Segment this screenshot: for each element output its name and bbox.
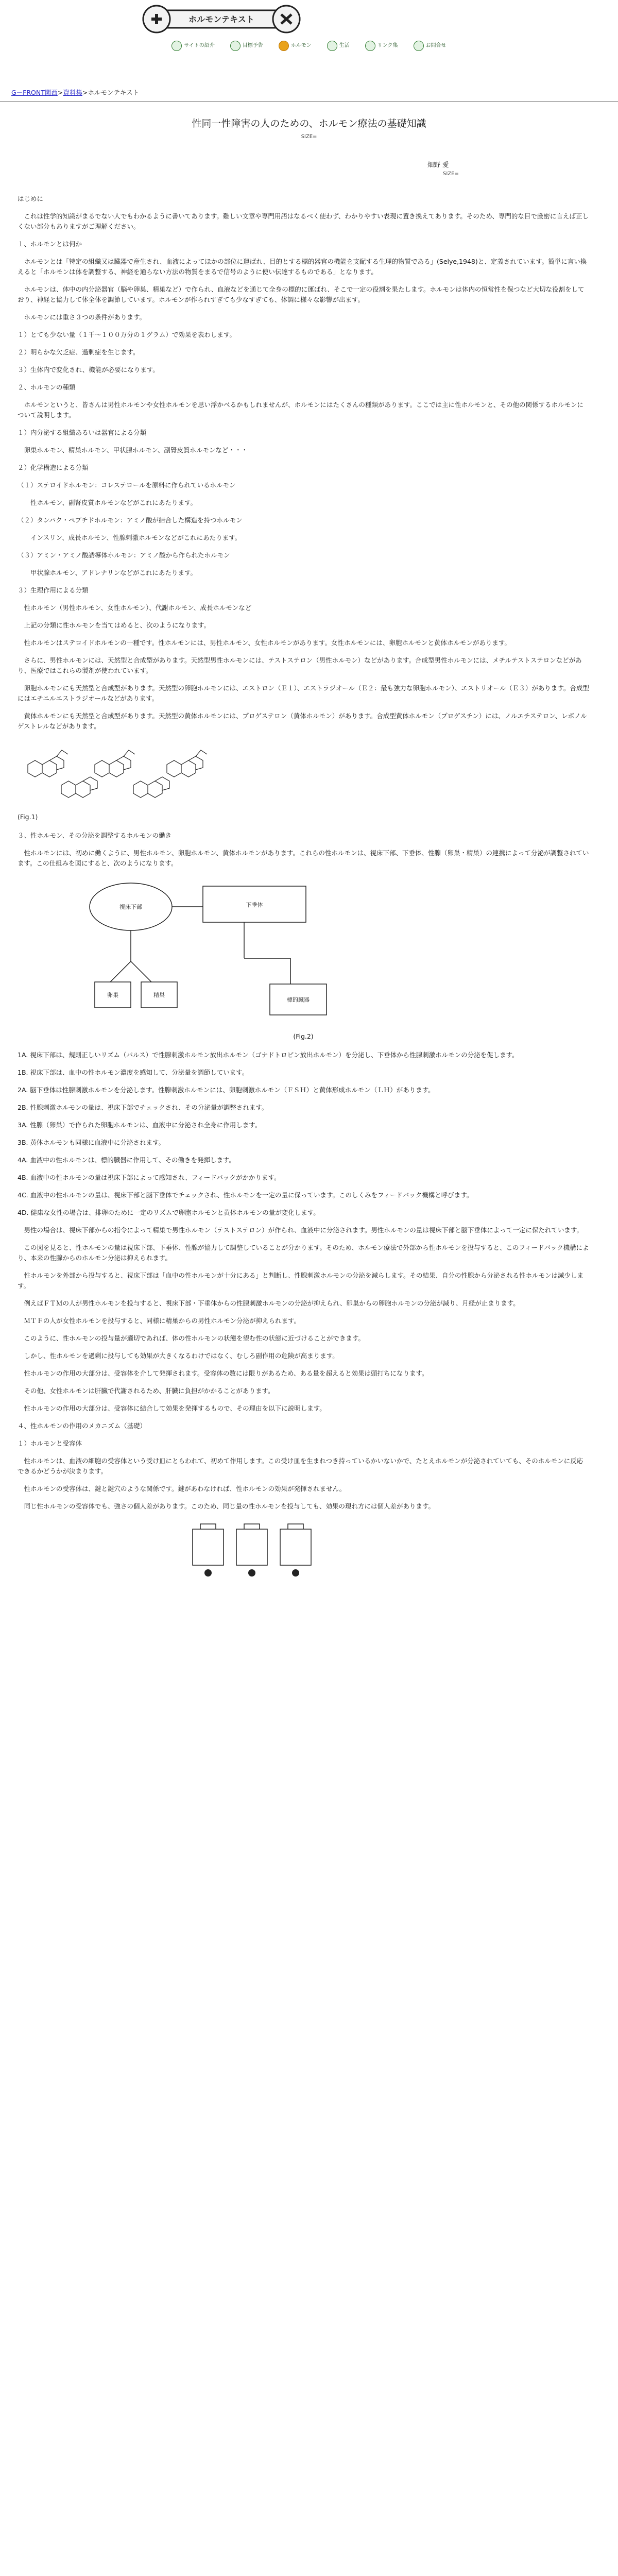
- figure-2-feedback-diagram: [74, 876, 589, 1028]
- diagram-label: 精巣: [153, 992, 165, 998]
- page-title: 性同一性障害の人のための、ホルモン療法の基礎知識: [192, 118, 426, 129]
- nav-item-about[interactable]: サイトの紹介: [171, 38, 214, 54]
- receptor-lock-key-svg: [187, 1519, 321, 1581]
- list-item: 性ホルモン、副腎皮質ホルモンなどがこれにあたります。: [18, 499, 197, 506]
- paragraph: 性ホルモンはステロイドホルモンの一種です。性ホルモンには、男性ホルモン、女性ホルモンがあります。女性ホルモンには、卵胞ホルモンと黄体ホルモンがあります。: [18, 639, 511, 647]
- paragraph: 卵胞ホルモンにも天然型と合成型があります。天然型の卵胞ホルモンには、エストロン（Ｅ１）、エストラジオール（Ｅ２：最も強力な卵胞ホルモン）、エストリオール（Ｅ３）があります。合成型にはエチニルエストラジオールなどがあります。: [18, 684, 589, 702]
- numbered-item: 1B. 視床下部は、血中の性ホルモン濃度を感知して、分泌量を調節しています。: [18, 1069, 249, 1076]
- subsection-heading: １）ホルモンと受容体: [18, 1439, 82, 1447]
- diagram-label: 卵巣: [107, 992, 118, 998]
- list-item: ３）生理作用による分類: [18, 586, 89, 594]
- paragraph: 男性の場合は、視床下部からの指令によって精巣で男性ホルモン（テストステロン）が作られ、血液中に分泌されます。男性ホルモンの量は視床下部と脳下垂体によって一定に保たれています。: [18, 1226, 583, 1234]
- hormone-feedback-svg: [74, 876, 342, 1025]
- paragraph: ホルモンには重さ３つの条件があります。: [18, 313, 146, 321]
- list-item: （２）タンパク・ペプチドホルモン：アミノ酸が結合した構造を持つホルモン: [18, 516, 243, 524]
- numbered-item: 4B. 血液中の性ホルモンの量は視床下部によって感知され、フィードバックがかかります。: [18, 1174, 281, 1181]
- paragraph: 性ホルモンの作用の大部分は、受容体に結合して効果を発揮するもので、その理由を以下に説明します。: [18, 1404, 326, 1412]
- paragraph: 上記の分類に性ホルモンを当てはめると、次のようになります。: [18, 621, 211, 629]
- title-size-text: SIZE=: [301, 134, 317, 140]
- nav-icon: [171, 41, 182, 51]
- numbered-item: 3A. 性腺（卵巣）で作られた卵胞ホルモンは、血液中に分泌され全身に作用します。: [18, 1121, 262, 1129]
- list-item: ２）明らかな欠乏症、過剰症を生じます。: [18, 348, 140, 356]
- author-size-text: SIZE=: [443, 171, 459, 177]
- list-item: ２）化学構造による分類: [18, 464, 89, 471]
- paragraph: 性ホルモンは、血液の細胞の受容体という受け皿にとらわれて、初めて作用します。この受け皿を生まれつき持っているかいないかで、たとえホルモンが分泌されていても、そのホルモンに反応できるかどうかが決まります。: [18, 1457, 583, 1475]
- diagram-label: 下垂体: [246, 902, 263, 908]
- paragraph: 性ホルモンの作用の大部分は、受容体を介して発揮されます。受容体の数には限りがあるため、ある量を超えると効果は頭打ちになります。: [18, 1369, 428, 1377]
- paragraph: ホルモンというと、皆さんは男性ホルモンや女性ホルモンを思い浮かべるかもしれませんが、ホルモンにはたくさんの種類があります。ここでは主に性ホルモンと、その他の関係するホルモンについて説明します。: [18, 401, 584, 419]
- figure-3-receptor-diagram: [187, 1519, 589, 1584]
- breadcrumb-current: ホルモンテキスト: [88, 89, 140, 96]
- paragraph: ホルモンは、体中の内分泌器官（脳や卵巣、精巣など）で作られ、血液などを通じて全身の標的に運ばれ、そこで一定の役割を果たします。ホルモンは体内の恒常性を保つなど大切な役割をしており、神経と協力して体全体を調節しています。ホルモンが作られすぎても少なすぎても、体調に様々な影響が出ます。: [18, 285, 585, 303]
- paragraph: 例えばＦＴＭの人が男性ホルモンを投与すると、視床下部・下垂体からの性腺刺激ホルモンの分泌が抑えられ、卵巣からの卵胞ホルモンの分泌が減り、月経が止まります。: [18, 1299, 520, 1307]
- nav-icon: [230, 41, 241, 51]
- paragraph: 性ホルモンには、初めに働くように、男性ホルモン、卵胞ホルモン、黄体ホルモンがあります。これらの性ホルモンは、視床下部、下垂体、性腺（卵巣・精巣）の連携によって分泌が調整されています。この仕組みを図にすると、次のようになります。: [18, 849, 589, 867]
- figure-2-caption: (Fig.2): [293, 1032, 314, 1040]
- list-item: 性ホルモン（男性ホルモン、女性ホルモン）、代謝ホルモン、成長ホルモンなど: [18, 604, 252, 612]
- paragraph: 黄体ホルモンにも天然型と合成型があります。天然型の黄体ホルモンには、プロゲステロン（黄体ホルモン）があります。合成型黄体ホルモン（プロゲスチン）には、ノルエチステロン、レボノルゲストレルなどがあります。: [18, 712, 587, 730]
- section-heading: ３、性ホルモン、その分泌を調整するホルモンの働き: [18, 832, 172, 839]
- numbered-item: 2A. 脳下垂体は性腺刺激ホルモンを分泌します。性腺刺激ホルモンには、卵胞刺激ホルモン（ＦＳＨ）と黄体形成ホルモン（ＬＨ）があります。: [18, 1086, 435, 1094]
- breadcrumb-home-link[interactable]: G－FRONT関西: [11, 89, 58, 96]
- list-item: １）とても少ない量（１千～１００万分の１グラム）で効果を表わします。: [18, 331, 236, 338]
- site-logo-banner[interactable]: [139, 3, 304, 35]
- steroid-structure-diagrams: [18, 739, 234, 806]
- section-heading: ４、性ホルモンの作用のメカニズム（基礎）: [18, 1422, 147, 1430]
- numbered-item: 4A. 血液中の性ホルモンは、標的臓器に作用して、その働きを発揮します。: [18, 1156, 235, 1164]
- section-heading: １、ホルモンとは何か: [18, 240, 82, 248]
- list-item: 甲状腺ホルモン、アドレナリンなどがこれにあたります。: [18, 569, 197, 577]
- nav-icon: [365, 41, 375, 51]
- divider: [0, 101, 618, 102]
- nav-item-life[interactable]: 生活: [327, 38, 350, 54]
- list-item: （１）ステロイドホルモン：コレステロールを原料に作られているホルモン: [18, 481, 236, 489]
- nav-item-links[interactable]: リンク集: [365, 38, 398, 54]
- nav-item-goals[interactable]: 目標予告: [230, 38, 263, 54]
- list-item: １）内分泌する組織あるいは器官による分類: [18, 429, 147, 436]
- numbered-item: 2B. 性腺刺激ホルモンの量は、視床下部でチェックされ、その分泌量が調整されます。: [18, 1104, 268, 1111]
- paragraph: その他、女性ホルモンは肝臓で代謝されるため、肝臓に負担がかかることがあります。: [18, 1387, 274, 1395]
- numbered-item: 4D. 健康な女性の場合は、排卵のために一定のリズムで卵胞ホルモンと黄体ホルモンの量が変化します。: [18, 1209, 320, 1216]
- site-header: [0, 0, 618, 57]
- paragraph: しかし、性ホルモンを過剰に投与しても効果が大きくなるわけではなく、むしろ副作用の危険が高まります。: [18, 1352, 339, 1360]
- list-item: 卵巣ホルモン、精巣ホルモン、甲状腺ホルモン、副腎皮質ホルモンなど・・・: [18, 446, 248, 454]
- numbered-item: 3B. 黄体ホルモンも同様に血液中に分泌されます。: [18, 1139, 165, 1146]
- nav-icon-current: [279, 41, 289, 51]
- paragraph: 性ホルモンの受容体は、鍵と鍵穴のような関係です。鍵があわなければ、性ホルモンの効果が発揮されません。: [18, 1485, 346, 1493]
- section-heading: ２、ホルモンの種類: [18, 383, 76, 391]
- list-item: ３）生体内で変化され、機能が必要になります。: [18, 366, 159, 374]
- paragraph: ホルモンとは「特定の組織又は臓器で産生され、血液によってほかの部位に運ばれ、目的とする標的器官の機能を支配する生理的物質である」(Selye,1948)と、定義されています。簡単に言い換えると「ホルモンは体を調整する、神経を通らない方法の物質をまるで信号のように使い伝達するものである」となります。: [18, 258, 587, 276]
- nav-item-contact[interactable]: お問合せ: [414, 38, 447, 54]
- breadcrumb: G－FRONT関西>資料集>ホルモンテキスト: [11, 89, 140, 96]
- paragraph: このように、性ホルモンの投与量が適切であれば、体の性ホルモンの状態を望む性の状態に近づけることができます。: [18, 1334, 365, 1342]
- list-item: （３）アミン・アミノ酸誘導体ホルモン：アミノ酸から作られたホルモン: [18, 551, 230, 559]
- article-body: [18, 194, 589, 1587]
- paragraph: これは性学的知識がまるでない人でもわかるように書いてあります。難しい文章や専門用語はなるべく使わず、わかりやすい表現に置き換えてあります。そのため、専門的な目で厳密に言えば正しくない部分もありますがご理解ください。: [18, 212, 589, 230]
- figure-1-caption: (Fig.1): [18, 813, 38, 821]
- nav-item-hormone[interactable]: ホルモン: [279, 38, 312, 54]
- paragraph: ＭＴＦの人が女性ホルモンを投与すると、同様に精巣からの男性ホルモン分泌が抑えられます。: [18, 1317, 301, 1325]
- numbered-item: 4C. 血液中の性ホルモンの量は、視床下部と脳下垂体でチェックされ、性ホルモンを一定の量に保っています。このしくみをフィードバック機構と呼びます。: [18, 1191, 473, 1199]
- diagram-label: 視床下部: [119, 904, 142, 910]
- nav-icon: [414, 41, 424, 51]
- paragraph: はじめに: [18, 195, 44, 202]
- diagram-label: 標的臓器: [287, 997, 310, 1003]
- nav-icon: [327, 41, 337, 51]
- logo-text: ホルモンテキスト: [188, 15, 254, 24]
- numbered-item: 1A. 視床下部は、規則正しいリズム（パルス）で性腺刺激ホルモン放出ホルモン（ゴナドトロピン放出ホルモン）を分泌し、下垂体から性腺刺激ホルモンの分泌を促します。: [18, 1051, 519, 1059]
- paragraph: さらに、男性ホルモンには、天然型と合成型があります。天然型男性ホルモンには、テストステロン（男性ホルモン）などがあります。合成型男性ホルモンには、メチルテストステロンなどがあり、医療ではこれらの製剤が使われています。: [18, 656, 582, 674]
- paragraph: 性ホルモンを外部から投与すると、視床下部は「血中の性ホルモンが十分にある」と判断し、性腺刺激ホルモンの分泌を減らします。その結果、自分の性腺から分泌される性ホルモンは減少します。: [18, 1272, 584, 1290]
- author-name: 畑野 愛: [427, 161, 449, 168]
- list-item: インスリン、成長ホルモン、性腺刺激ホルモンなどがこれにあたります。: [18, 534, 242, 541]
- figure-1-structures: [18, 739, 589, 809]
- paragraph: 同じ性ホルモンの受容体でも、強さの個人差があります。このため、同じ量の性ホルモンを投与しても、効果の現れ方には個人差があります。: [18, 1502, 435, 1510]
- breadcrumb-section-link[interactable]: 資料集: [63, 89, 82, 96]
- top-nav: [0, 38, 618, 54]
- paragraph: この図を見ると、性ホルモンの量は視床下部、下垂体、性腺が協力して調整していることが分かります。そのため、ホルモン療法で外部から性ホルモンを投与すると、このフィードバック機構により、本来の性腺からのホルモン分泌は抑えられます。: [18, 1244, 589, 1262]
